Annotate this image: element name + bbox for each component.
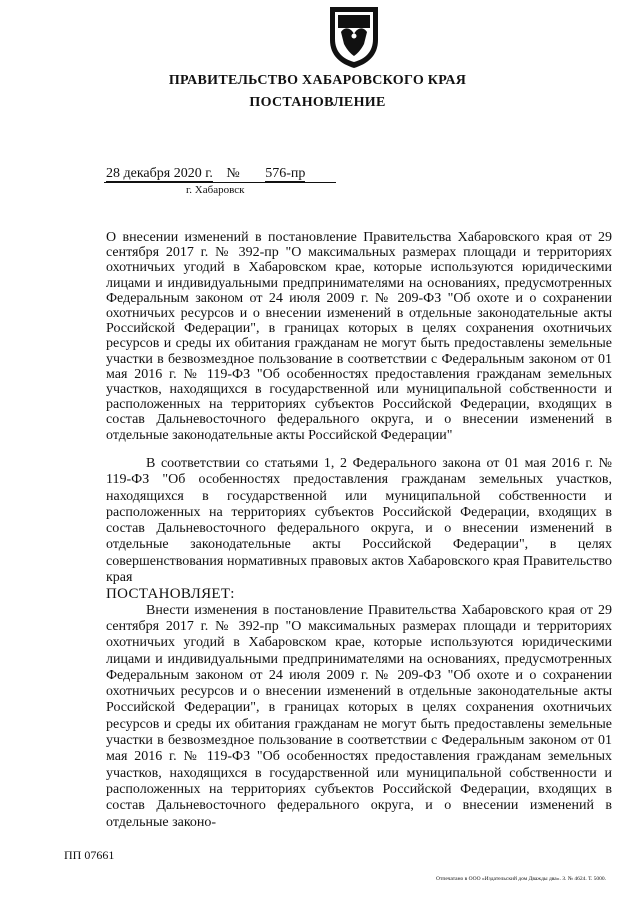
document-type: ПОСТАНОВЛЕНИЕ bbox=[249, 95, 386, 110]
document-title: О внесении изменений в постановление Правительства Хабаровского края от 29 сентября 2017 г. № 392-пр "О максимальных размерах площади и территориях охотничьих угодий в Хабаровском крае, которые используются юридическими лицами и индивидуальными предпринимателями на основаниях, предусмотренных Федеральным законом от 24 июля 2009 г. № 209-ФЗ "Об охоте и о сохранении охотничьих ресурсов и о внесении изменений в отдельные законодательные акты Российской Федерации", в границах которых в целях сохранения охотничьих ресурсов и среды их обитания гражданам не могут быть предоставлены земельные участки в безвозмездное пользование в соответствии с Федеральным законом от 01 мая 2016 г. № 119-ФЗ "Об особенностях предоставления гражданам земельных участков, находящихся в государственной или муниципальной собственности и расположенных на территориях субъектов Российской Федерации, входящих в состав Дальневосточного федерального округа, и о внесении изменений в отдельные законодательные акты Российской Федерации" bbox=[106, 230, 612, 443]
resolution-keyword: ПОСТАНОВЛЯЕТ: bbox=[106, 586, 235, 603]
coat-of-arms-icon bbox=[327, 4, 381, 70]
date-underline bbox=[104, 182, 336, 183]
printer-imprint: Отпечатано в ООО «Издательский дом Дважды два». З. № 4624. Т. 5000. bbox=[436, 876, 607, 882]
document-body bbox=[106, 456, 612, 831]
resolution-paragraph: Внести изменения в постановление Правительства Хабаровского края от 29 сентября 2017 г. № 392-пр "О максимальных размерах площади и территориях охотничьих угодий в Хабаровском крае, которые используются юридическими лицами и индивидуальными предпринимателями на основаниях, предусмотренных Федеральным законом от 24 июля 2009 г. № 209-ФЗ "Об охоте и о сохранении охотничьих ресурсов и о внесении изменений в отдельные законодательные акты Российской Федерации", в границах которых в целях сохранения охотничьих ресурсов и среды их обитания гражданам не могут быть предоставлены земельные участки в безвозмездное пользование в соответствии с Федеральным законом от 01 мая 2016 г. № 119-ФЗ "Об особенностях предоставления гражданам земельных участков, находящихся в государственной или муниципальной собственности и расположенных на территориях субъектов Российской Федерации, входящих в состав Дальневосточного федерального округа, и о внесении изменений в отдельные законо- bbox=[106, 602, 612, 830]
form-code: ПП 07661 bbox=[64, 848, 115, 862]
number-sign: № bbox=[226, 166, 240, 181]
date-number-line bbox=[106, 166, 305, 182]
city: г. Хабаровск bbox=[186, 184, 245, 196]
document-number: 576-пр bbox=[265, 166, 306, 181]
organization-name: ПРАВИТЕЛЬСТВО ХАБАРОВСКОГО КРАЯ bbox=[168, 73, 467, 88]
preamble-paragraph: В соответствии со статьями 1, 2 Федерального закона от 01 мая 2016 г. № 119-ФЗ "Об особенностях предоставления гражданам земельных участков, находящихся в государственной или муниципальной собственности и расположенных на территориях субъектов Российской Федерации, входящих в состав Дальневосточного федерального округа, и о внесении изменений в отдельные законодательные акты Российской Федерации", в целях совершенствования нормативных правовых актов Хабаровского края Правительство края bbox=[106, 456, 612, 586]
document-date: 28 декабря 2020 г. bbox=[106, 166, 213, 181]
